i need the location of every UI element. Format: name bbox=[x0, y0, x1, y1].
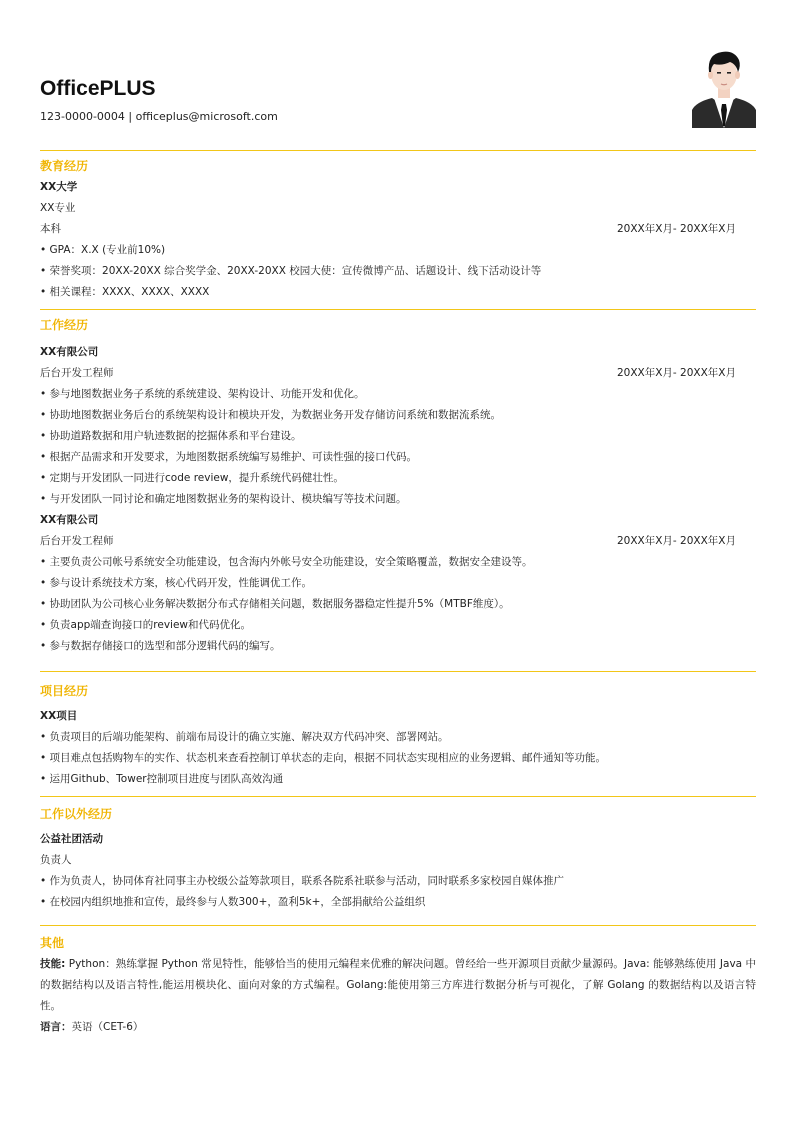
list-item: • 运用Github、Tower控制项目进度与团队高效沟通 bbox=[40, 773, 284, 785]
list-item: • 协助团队为公司核心业务解决数据分布式存储相关问题，数据服务器稳定性提升5%（MTBF维度）。 bbox=[40, 598, 510, 610]
major: XX专业 bbox=[40, 202, 76, 214]
list-item: • 主要负责公司帐号系统安全功能建设，包含海内外帐号安全功能建设，安全策略覆盖，数据安全建设等。 bbox=[40, 556, 533, 568]
education-section bbox=[40, 155, 756, 303]
divider bbox=[40, 671, 756, 672]
work-section bbox=[40, 314, 756, 657]
list-item: • 参与数据存储接口的选型和部分逻辑代码的编写。 bbox=[40, 640, 281, 652]
list-item: • 协助道路数据和用户轨迹数据的挖掘体系和平台建设。 bbox=[40, 430, 302, 442]
divider bbox=[40, 925, 756, 926]
other-section bbox=[40, 932, 756, 1038]
education-date: 20XX年X月- 20XX年X月 bbox=[616, 223, 736, 235]
list-item: • 相关课程：XXXX、XXXX、XXXX bbox=[40, 286, 210, 298]
projects-section bbox=[40, 680, 756, 790]
list-item: • 与开发团队一同讨论和确定地图数据业务的架构设计、模块编写等技术问题。 bbox=[40, 493, 407, 505]
list-item: • 在校园内组织地推和宣传，最终参与人数300+，盈利5k+，全部捐献给公益组织 bbox=[40, 896, 426, 908]
project-name: XX项目 bbox=[40, 710, 78, 722]
activity-name: 公益社团活动 bbox=[40, 833, 103, 845]
list-item: • GPA：X.X (专业前10%) bbox=[40, 244, 166, 256]
education-title: 教育经历 bbox=[40, 159, 89, 173]
resume-header bbox=[40, 0, 756, 150]
list-item: • 参与地图数据业务子系统的系统建设、架构设计、功能开发和优化。 bbox=[40, 388, 365, 400]
divider bbox=[40, 150, 756, 151]
company-name: XX有限公司 bbox=[40, 514, 99, 526]
list-item: • 荣誉奖项：20XX-20XX 综合奖学金、20XX-20XX 校园大使：宣传微博产品、话题设计、线下活动设计等 bbox=[40, 265, 542, 277]
list-item: • 作为负责人，协同体育社同事主办校级公益筹款项目，联系各院系社联参与活动，同时联系多家校园自媒体推广 bbox=[40, 875, 565, 887]
divider bbox=[40, 796, 756, 797]
candidate-name: OfficePLUS bbox=[40, 77, 156, 100]
language-text: 英语（CET-6） bbox=[71, 1021, 144, 1033]
list-item: • 参与设计系统技术方案，核心代码开发，性能调优工作。 bbox=[40, 577, 313, 589]
language-label: 语言： bbox=[40, 1021, 72, 1033]
resume-page bbox=[40, 0, 756, 1038]
list-item: • 协助地图数据业务后台的系统架构设计和模块开发，为数据业务开发存储访问系统和数据流系统。 bbox=[40, 409, 502, 421]
degree: 本科 bbox=[40, 223, 61, 235]
skills-paragraph bbox=[40, 954, 756, 1017]
job-role: 后台开发工程师 bbox=[40, 535, 114, 547]
list-item: • 定期与开发团队一同进行code review，提升系统代码健壮性。 bbox=[40, 472, 344, 484]
list-item: • 项目难点包括购物车的实作、状态机来查看控制订单状态的走向，根据不同状态实现相应的业务逻辑、邮件通知等功能。 bbox=[40, 752, 607, 764]
activity-role: 负责人 bbox=[40, 854, 72, 866]
job-role: 后台开发工程师 bbox=[40, 367, 114, 379]
extra-section bbox=[40, 803, 756, 913]
contact-info: 123-0000-0004 | officeplus@microsoft.com bbox=[40, 110, 278, 123]
list-item: • 负责app端查询接口的review和代码优化。 bbox=[40, 619, 252, 631]
work-title: 工作经历 bbox=[40, 318, 89, 332]
list-item: • 负责项目的后端功能架构、前端布局设计的确立实施、解决双方代码冲突、部署网站。 bbox=[40, 731, 449, 743]
avatar-photo bbox=[692, 40, 756, 128]
other-title: 其他 bbox=[40, 936, 65, 950]
job-date: 20XX年X月- 20XX年X月 bbox=[616, 535, 736, 547]
language-line bbox=[40, 1017, 756, 1038]
job-date: 20XX年X月- 20XX年X月 bbox=[616, 367, 736, 379]
skills-label: 技能: bbox=[40, 958, 66, 970]
skills-text: Python：熟练掌握 Python 常见特性，能够恰当的使用元编程来优雅的解决问题。曾经给一些开源项目贡献少量源码。Java: 能够熟练使用 Java 中的数据结构以及语言特性,能运用模块化、面向对象的方式编程。Golang:能使用第三方库进行数据分析与可视化，了解 Golang 的数据结构以及语言特性。 bbox=[40, 958, 756, 1012]
school-name: XX大学 bbox=[40, 181, 78, 193]
projects-title: 项目经历 bbox=[40, 684, 89, 698]
company-name: XX有限公司 bbox=[40, 346, 99, 358]
divider bbox=[40, 309, 756, 310]
extra-title: 工作以外经历 bbox=[40, 807, 113, 821]
list-item: • 根据产品需求和开发要求，为地图数据系统编写易维护、可读性强的接口代码。 bbox=[40, 451, 418, 463]
